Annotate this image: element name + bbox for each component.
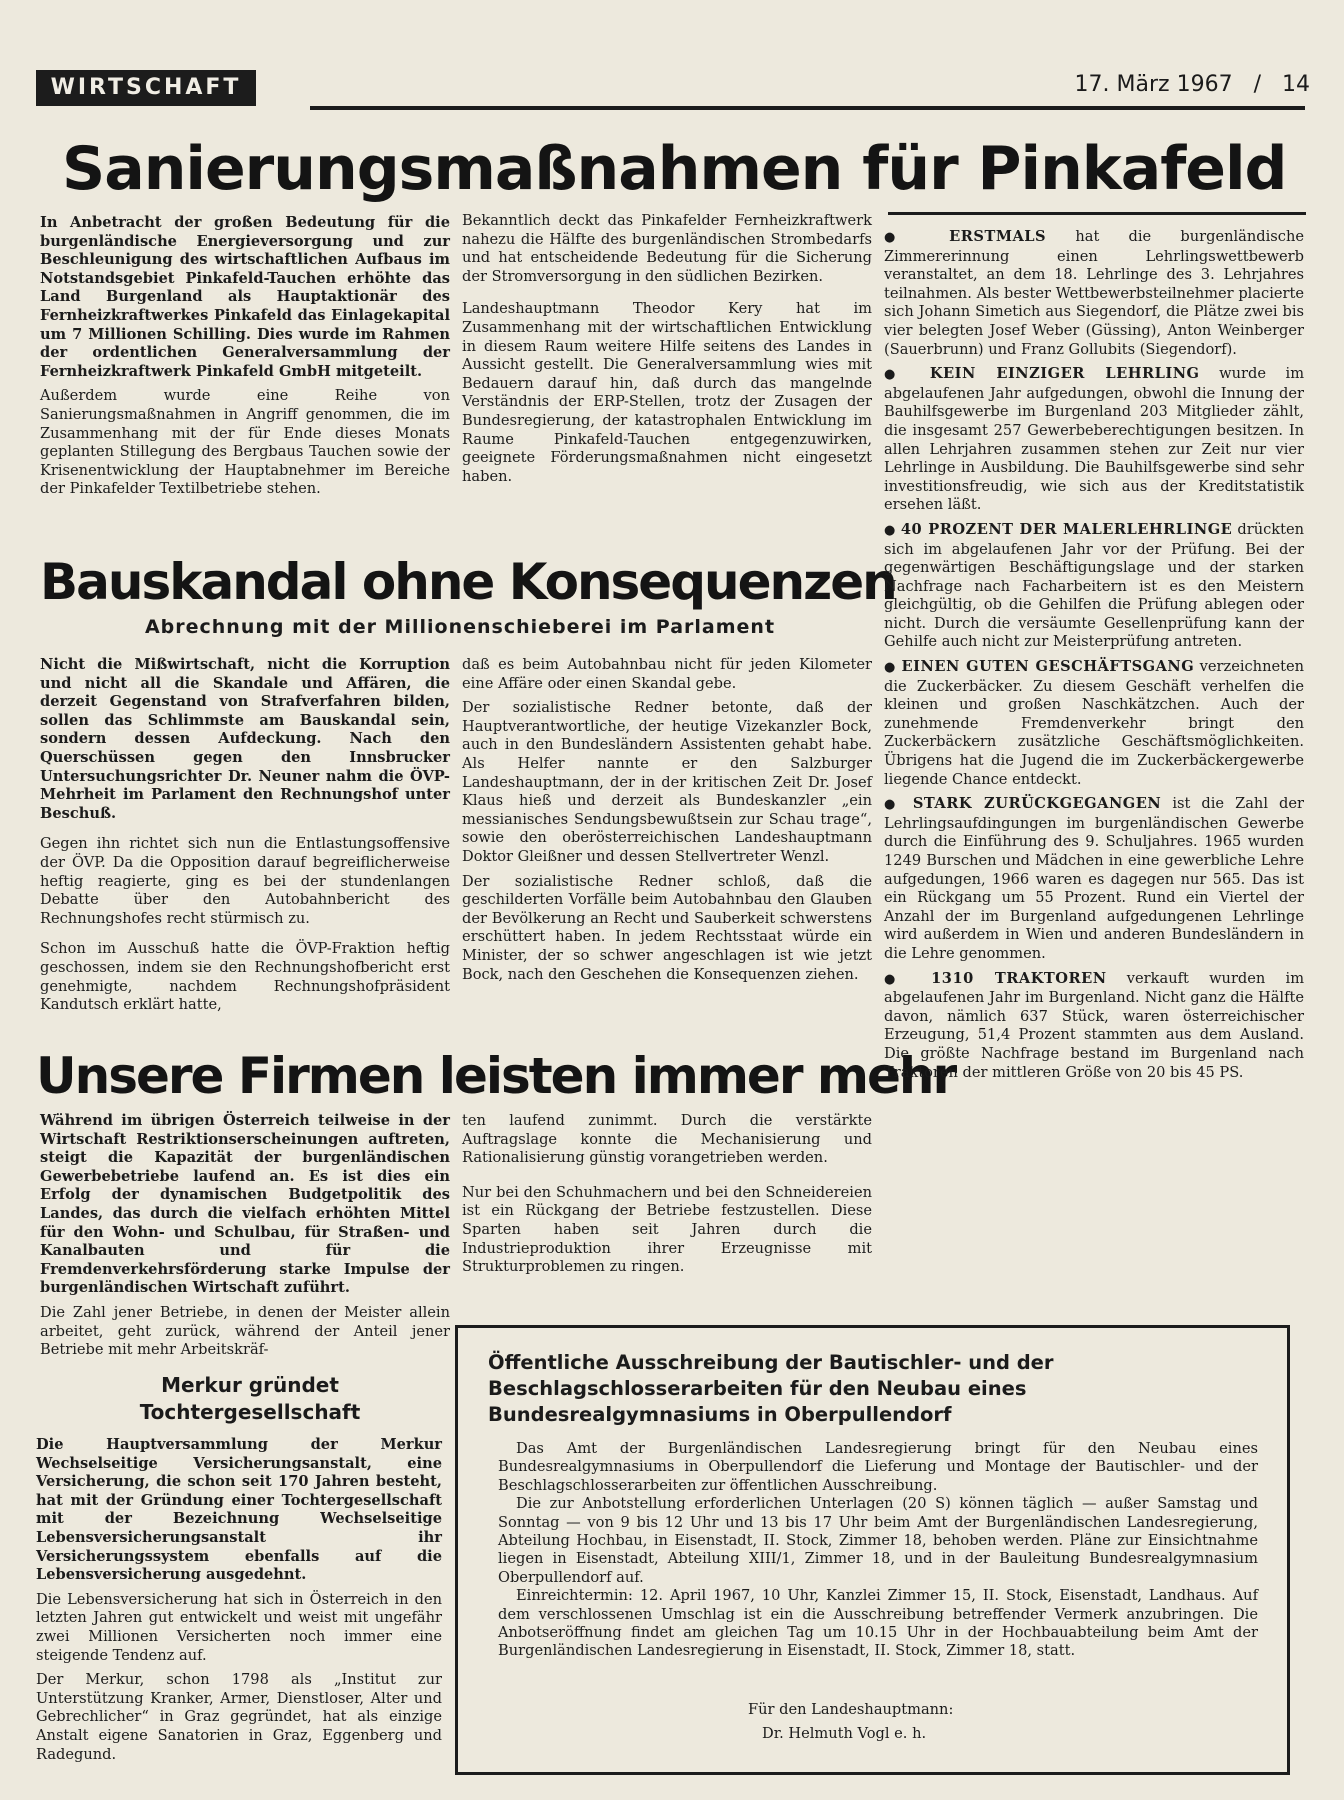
- paragraph: Die Zahl jener Betriebe, in denen der Meister allein arbeitet, geht zurück, während der Anteil jener Betriebe mit mehr Arbeitskräf-: [40, 1303, 450, 1359]
- paragraph: Der sozialistische Redner schloß, daß die geschilderten Vorfälle beim Autobahnbau den Glauben der Bevölkerung an Recht und Sauberkeit schwerstens erschüttert haben. In jedem Rechtsstaat würde ein Minister, der so schwer angeschlagen ist wie jetzt Bock, nach den Geschehen die Konsequenzen ziehen.: [462, 872, 872, 983]
- paragraph: Bekanntlich deckt das Pinkafelder Fernheizkraftwerk nahezu die Hälfte des burgenländischen Strombedarfs und hat entscheidende Bedeutung für die Sicherung der Stromversorgung in den südlichen Bezirken.: [462, 212, 872, 285]
- paragraph: daß es beim Autobahnbau nicht für jeden Kilometer eine Affäre oder einen Skandal gebe.: [462, 656, 872, 692]
- bullet-dot-icon: ●: [884, 660, 897, 676]
- paragraph: Die Hauptversammlung der Merkur Wechselseitige Versicherungsanstalt, eine Versicherung, die schon seit 170 Jahren besteht, hat mit der Gründung einer Tochtergesellschaft mit der Bezeichnung Wechselseitige Lebensversicherungsanstalt ihr Versicherungssystem ebenfalls auf die Lebensversicherung ausgedehnt.: [36, 1436, 442, 1584]
- notice-title: Öffentliche Ausschreibung der Bautischler- und der Beschlagschlosserarbeiten für den Neubau eines Bundesrealgymnasiums in Oberpullendorf: [488, 1351, 1054, 1426]
- public-tender-notice: [455, 1325, 1290, 1775]
- paragraph: Der Merkur, schon 1798 als „Institut zur Unterstützung Kranker, Armer, Dienstloser, Alter und Gebrechlicher“ in Graz gegründet, hat als einzige Anstalt eigene Sanatorien in Graz, Eggenberg und Radegund.: [36, 1671, 442, 1763]
- paragraph: Gegen ihn richtet sich nun die Entlastungsoffensive der ÖVP. Da die Opposition darauf begreiflicherweise heftig reagierte, ging es bei der stundenlangen Debatte über den Autobahnbericht des Rechnungshofes recht stürmisch zu.: [40, 835, 450, 927]
- paragraph: In Anbetracht der großen Bedeutung für die burgenländische Energieversorgung und zur Beschleunigung des wirtschaftlichen Aufbaus im Notstandsgebiet Pinkafeld-Tauchen erhöhte das Land Burgenland als Hauptaktionär des Fernheizkraftwerkes Pinkafeld das Einlagekapital um 7 Millionen Schilling. Dies wurde im Rahmen der ordentlichen Generalversammlung der Fernheizkraftwerk Pinkafeld GmbH mitgeteilt.: [40, 214, 450, 380]
- news-brief-lead: 40 PROZENT DER MALERLEHRLINGE: [900, 520, 1233, 538]
- article-merkur-body: [36, 1436, 442, 1782]
- paragraph: Das Amt der Burgenländischen Landesregierung bringt für den Neubau eines Bundesrealgymnasiums in Oberpullendorf die Lieferung und Montage der Bautischler- und der Beschlagschlosserarbeiten zur öffentlichen Ausschreibung.: [498, 1440, 1258, 1494]
- paragraph: Landeshauptmann Theodor Kery hat im Zusammenhang mit der wirtschaftlichen Entwicklung in diesem Raum weitere Hilfe seitens des Landes in Aussicht gestellt. Die Generalversammlung wies mit Bedauern darauf hin, daß durch das mangelnde Verständnis der ERP-Stellen, trotz der Zusagen der Bundesregierung, der katastrophalen Entwicklung im Raume Pinkafeld-Tauchen entgegenzuwirken, geeignete Förderungsmaßnahmen nicht eingesetzt haben.: [462, 300, 872, 485]
- article-headline-bauskandal: Bauskandal ohne Konsequenzen: [40, 553, 896, 611]
- paragraph: Die zur Anbotstellung erforderlichen Unterlagen (20 S) können täglich — außer Samstag und Sonntag — von 9 bis 12 Uhr und 13 bis 17 Uhr beim Amt der Burgenländischen Landesregierung, Abteilung Hochbau, in Eisenstadt, II. Stock, Zimmer 18, behoben werden. Pläne zur Einsichtnahme liegen in Eisenstadt, Abteilung XIII/1, Zimmer 18, und in der Bauleitung Bundesrealgymnasium Oberpullendorf auf.: [498, 1495, 1258, 1586]
- news-brief-text: verzeichneten die Zuckerbäcker. Zu diesem Geschäft verhelfen die kleinen und großen Naschkätzchen. Auch der zunehmende Fremdenverkehr bringt den Zuckerbäckern zusätzliche Geschäftsmöglichkeiten. Übrigens hat die Jugend die im Zuckerbäckergewerbe liegende Chance entdeckt.: [884, 658, 1305, 788]
- bullet-dot-icon: ●: [884, 230, 920, 245]
- bullet-dot-icon: ●: [884, 971, 911, 987]
- bullet-dot-icon: ●: [884, 522, 896, 538]
- paragraph: Nur bei den Schuhmachern und bei den Schneidereien ist ein Rückgang der Betriebe festzustellen. Diese Sparten haben seit Jahren durch die Industrieproduktion ihrer Erzeugnisse mit Strukturproblemen zu ringen.: [462, 1183, 872, 1276]
- article-bauskandal-col-2: [462, 656, 872, 1026]
- header-date-line: [1050, 72, 1310, 102]
- news-brief-lead: KEIN EINZIGER LEHRLING: [929, 365, 1200, 383]
- article-pinkafeld-col-1: [40, 214, 450, 532]
- news-brief: [884, 365, 1304, 515]
- header-rule: [310, 106, 1305, 110]
- bullet-dot-icon: ●: [884, 797, 902, 813]
- news-brief: [884, 970, 1304, 1083]
- article-pinkafeld-col-2: [462, 212, 872, 532]
- article-headline-merkur: [60, 1372, 440, 1430]
- news-brief: [884, 658, 1304, 789]
- issue-date: 17. März 1967: [1074, 72, 1233, 97]
- section-label: WIRTSCHAFT: [36, 70, 256, 106]
- sidebar-news-briefs: [884, 228, 1304, 1318]
- paragraph: Die Lebensversicherung hat sich in Österreich in den letzten Jahren gut entwickelt und weist mit ungefähr zwei Millionen Versicherten noch immer eine steigende Tendenz auf.: [36, 1590, 442, 1664]
- news-brief-text: ist die Zahl der Lehrlingsaufdingungen im burgenländischen Gewerbe durch die Einführung des 9. Schuljahres. 1965 wurden 1249 Burschen und Mädchen in eine gewerbliche Lehre aufgedungen, 1966 waren es dagegen nur 565. Das ist ein Rückgang um 55 Prozent. Rund ein Viertel der Anzahl der im Burgenland aufgedungenen Lehrlinge wird außerdem in Wien und anderen Bundesländern in die Lehre genommen.: [884, 795, 1305, 962]
- paragraph: Einreichtermin: 12. April 1967, 10 Uhr, Kanzlei Zimmer 15, II. Stock, Eisenstadt, Landhaus. Auf dem verschlossenen Umschlag ist ein die Ausschreibung betreffender Vermerk anzubringen. Die Anbotseröffnung findet am gleichen Tag um 10.15 Uhr in der Hochbauabteilung beim Amt der Burgenländischen Landesregierung in Eisenstadt, II. Stock, Zimmer 18, statt.: [498, 1587, 1258, 1660]
- article-subheadline-bauskandal: Abrechnung mit der Millionenschieberei im Parlament: [144, 616, 776, 638]
- news-brief-text: hat die burgenländische Zimmererinnung einen Lehrlingswettbewerb veranstaltet, an dem 18. Lehrlinge des 3. Lehrjahres teilnahmen. Als bester Wettbewerbsteilnehmer placierte sich Johann Simetich aus Siegendorf, die Plätze zwei bis vier belegten Josef Weber (Güssing), Anton Weinberger (Sauerbrunn) und Franz Gollubits (Siegendorf).: [884, 228, 1304, 358]
- news-brief-text: drückten sich im abgelaufenen Jahr vor der Prüfung. Bei der gegenwärtigen Beschäftigungslage und der starken Nachfrage nach Facharbeitern ist es den Meistern gleichgültig, ob die Gehilfen die Prüfung ablegen oder nicht. Durch die versäumte Gesellenprüfung kann der Gehilfe auch nicht zur Meisterprüfung antreten.: [884, 520, 1305, 651]
- sidebar-top-rule: [888, 212, 1306, 215]
- notice-signature: [748, 1698, 1048, 1746]
- paragraph: Der sozialistische Redner betonte, daß der Hauptverantwortliche, der heutige Vizekanzler Bock, auch in den Bundesländern Assistenten gehabt habe. Als Helfer nannte er den Salzburger Landeshauptmann, der in der kritischen Zeit Dr. Josef Klaus hieß und derzeit als Bundeskanzler „ein messianisches Sendungsbewußtsein zur Schau trage“, sowie den oberösterreichischen Landeshauptmann Doktor Gleißner und dessen Stellvertreter Wenzl.: [462, 699, 872, 865]
- article-firmen-col-1: [40, 1112, 450, 1359]
- news-brief: [884, 795, 1304, 963]
- paragraph: Während im übrigen Österreich teilweise in der Wirtschaft Restriktionserscheinungen auftreten, steigt die Kapazität der burgenländischen Gewerbebetriebe laufend an. Es ist dies ein Erfolg der dynamischen Budgetpolitik des Landes, das durch die vielfach erhöhten Mittel für den Wohn- und Schulbau, für Straßen- und Kanalbauten und für die Fremdenverkehrsförderung starke Impulse der burgenländischen Wirtschaft zuführt.: [40, 1112, 450, 1297]
- article-firmen-col-2: [462, 1112, 872, 1312]
- article-headline-firmen: Unsere Firmen leisten immer mehr: [36, 1047, 956, 1105]
- news-brief-lead: EINEN GUTEN GESCHÄFTSGANG: [901, 658, 1195, 676]
- paragraph: Nicht die Mißwirtschaft, nicht die Korruption und nicht all die Skandale und Affären, die derzeit Gegenstand von Strafverfahren bilden, sollen das Schlimmste am Bauskandal sein, sondern dessen Aufdeckung. Nach den Querschüssen gegen den Innsbrucker Untersuchungsrichter Dr. Neuner nahm die ÖVP-Mehrheit im Parlament den Rechnungshof unter Beschuß.: [40, 656, 450, 822]
- notice-body: [498, 1440, 1258, 1670]
- bullet-dot-icon: ●: [884, 367, 911, 383]
- news-brief-lead: STARK ZURÜCKGEGANGEN: [912, 795, 1162, 813]
- signature-line: Für den Landeshauptmann:: [748, 1701, 954, 1718]
- headline-line: Merkur gründet: [161, 1373, 339, 1397]
- news-brief: [884, 521, 1304, 652]
- signature-name: Dr. Helmuth Vogl e. h.: [762, 1725, 927, 1742]
- news-brief-lead: 1310 TRAKTOREN: [931, 969, 1107, 987]
- news-brief-text: verkauft wurden im abgelaufenen Jahr im Burgenland. Nicht ganz die Hälfte davon, nämlich 637 Stück, waren österreichischer Erzeugung, 51,4 Prozent stammten aus dem Ausland. Die größte Nachfrage bestand im Burgenland nach Traktoren der mittleren Größe von 20 bis 45 PS.: [884, 969, 1305, 1081]
- page-number: 14: [1282, 72, 1310, 97]
- article-headline-pinkafeld: Sanierungsmaßnahmen für Pinkafeld: [62, 134, 1287, 204]
- article-bauskandal-col-1: [40, 656, 450, 1026]
- news-brief: [884, 228, 1304, 359]
- paragraph: ten laufend zunimmt. Durch die verstärkte Auftragslage konnte die Mechanisierung und Rationalisierung günstig vorangetrieben werden.: [462, 1112, 872, 1167]
- header-separator: /: [1253, 72, 1261, 97]
- news-brief-lead: ERSTMALS: [949, 228, 1047, 245]
- paragraph: Schon im Ausschuß hatte die ÖVP-Fraktion heftig geschossen, indem sie den Rechnungshofbericht erst genehmigte, nachdem Rechnungshofpräsident Kandutsch erklärt hatte,: [40, 940, 450, 1014]
- paragraph: Außerdem wurde eine Reihe von Sanierungsmaßnahmen in Angriff genommen, die im Zusammenhang mit der für Ende dieses Monats geplanten Stillegung des Bergbaus Tauchen sowie der Krisenentwicklung der Hauptabnehmer im Bereiche der Pinkafelder Textilbetriebe stehen.: [40, 387, 450, 498]
- news-brief-text: wurde im abgelaufenen Jahr aufgedungen, obwohl die Innung der Bauhilfsgewerbe im Burgenland 203 Mitglieder zählt, die insgesamt 257 Gewerbeberechtigungen besitzen. In allen Lehrjahren zusammen stehen zur Zeit nur vier Lehrlinge in Ausbildung. Die Bauhilfsgewerbe sind sehr investitionsfreudig, wie sich aus der Kreditstatistik ersehen läßt.: [884, 365, 1305, 514]
- headline-line: Tochtergesellschaft: [139, 1400, 361, 1424]
